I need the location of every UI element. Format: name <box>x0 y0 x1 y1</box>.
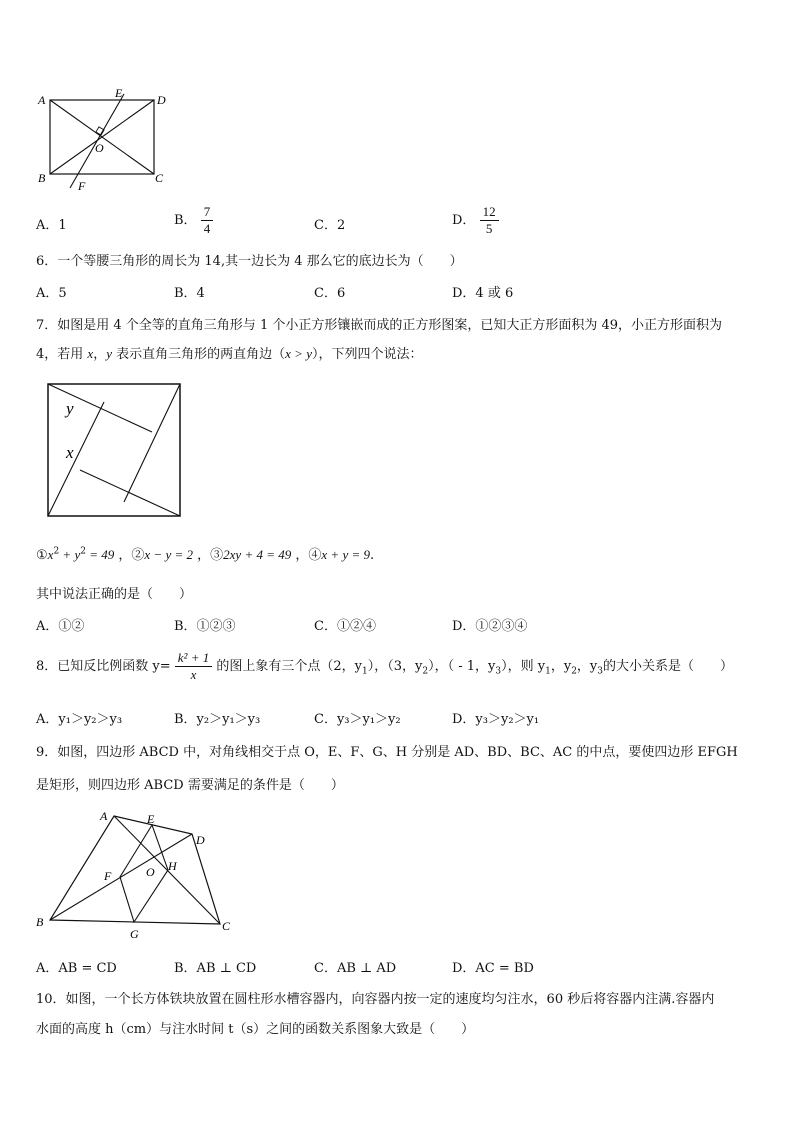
text: ，④ <box>295 548 322 563</box>
label-B: B <box>36 915 44 929</box>
q5-option-b-fraction <box>201 204 214 237</box>
label-H: H <box>168 859 177 873</box>
math: 2 <box>80 546 86 557</box>
q9-option-a[interactable]: A．AB = CD <box>36 961 117 976</box>
label-C: C <box>222 919 231 933</box>
label-F: F <box>78 179 86 193</box>
q6-option-c[interactable]: C．6 <box>314 286 346 301</box>
q10-line1: 10．如图，一个长方体铁块放置在圆柱形水槽容器内，向容器内按一定的速度均匀注水，60 秒后将容器内注满.容器内 <box>36 992 715 1007</box>
text: 的图上象有三个点（2，y <box>216 659 362 674</box>
var-y: y <box>106 346 112 361</box>
var-x: x <box>87 346 94 361</box>
q9-option-b[interactable]: B．AB ⊥ CD <box>174 961 257 976</box>
q5-option-d-fraction <box>480 204 499 237</box>
text: ），（3，y <box>367 659 423 674</box>
q6-option-d[interactable]: D．4 或 6 <box>452 286 514 301</box>
q7-option-a[interactable]: A．①② <box>36 619 85 634</box>
quadrilateral-figure <box>34 810 244 940</box>
q7-option-c[interactable]: C．①②④ <box>314 619 376 634</box>
text: ），（ - 1，y <box>428 659 496 674</box>
text: ），下列四个说法： <box>311 347 423 362</box>
q7-line1: 7．如图是用 4 个全等的直角三角形与 1 个小正方形镶嵌而成的正方形图案，已知大正方形面积为 49，小正方形面积为 <box>36 318 723 333</box>
q5-option-b[interactable] <box>174 204 213 237</box>
q5-option-c[interactable]: C．2 <box>314 218 346 233</box>
q8-option-b[interactable]: B．y₂＞y₁＞y₃ <box>174 712 261 727</box>
label-O: O <box>146 865 155 879</box>
q7-option-b[interactable]: B．①②③ <box>174 619 236 634</box>
q5-option-a[interactable]: A．1 <box>36 218 67 233</box>
label-A: A <box>100 810 108 823</box>
label-A: A <box>38 93 46 107</box>
q8-fraction <box>175 650 212 683</box>
label-C: C <box>155 171 164 185</box>
denominator: 4 <box>203 221 211 236</box>
numerator: 12 <box>480 204 499 221</box>
q9-option-d[interactable]: D．AC = BD <box>452 961 534 976</box>
label-O: O <box>95 141 104 155</box>
text: 表示直角三角形的两直角边（ <box>116 347 286 362</box>
text: ），则 y <box>501 659 546 674</box>
text: 的大小关系是（ ） <box>603 659 734 674</box>
math: x − y = 2 <box>144 547 193 562</box>
text: 4，若用 <box>36 347 84 362</box>
label-B: B <box>38 171 46 185</box>
text: . <box>370 548 375 563</box>
q6-text: 6．一个等腰三角形的周长为 14,其一边长为 4 那么它的底边长为（ ） <box>36 254 463 269</box>
label-D: D <box>157 93 166 107</box>
q5-option-d[interactable] <box>452 204 499 237</box>
text: ， <box>93 347 107 362</box>
math: x <box>47 547 54 562</box>
q9-line1: 9．如图，四边形 ABCD 中，对角线相交于点 O，E、F、G、H 分别是 AD、BD、BC、AC 的中点，要使四边形 EFGH <box>36 745 738 760</box>
denominator: 5 <box>485 221 493 236</box>
q6-option-a[interactable]: A．5 <box>36 286 67 301</box>
numerator: 7 <box>201 204 214 221</box>
label-E: E <box>115 86 123 100</box>
pinwheel-square-figure <box>40 376 190 526</box>
q8-text: 8．已知反比例函数 y= $\frac{\text{k² + 1}}{x}$ 的图上象有三个点（2，$y_1$），（3，$y_2$），（ - 1，$y_3$），则 $y_1$，$y_2$，$y_3$的大小关系是（ ） <box>36 650 734 682</box>
text: ，③ <box>197 548 224 563</box>
q9-line2: 是矩形，则四边形 ABCD 需要满足的条件是（ ） <box>36 778 344 793</box>
text: ，y <box>550 659 572 674</box>
q9-option-c[interactable]: C．AB ⊥ AD <box>314 961 397 976</box>
fig-label-y: y <box>66 399 74 418</box>
q7-statements <box>36 544 374 563</box>
math: y <box>74 547 81 562</box>
q7-option-d[interactable]: D．①②③④ <box>452 619 528 634</box>
text: ① <box>36 548 48 563</box>
q7-line2 <box>36 343 422 362</box>
numerator: k² + 1 <box>175 650 212 667</box>
q10-line2: 水面的高度 h（cm）与注水时间 t（s）之间的函数关系图象大致是（ ） <box>36 1022 475 1037</box>
q8-option-d[interactable]: D．y₃＞y₂＞y₁ <box>452 712 540 727</box>
text: 8．已知反比例函数 y= <box>36 659 171 674</box>
label-F: F <box>104 869 112 883</box>
label-G: G <box>130 927 139 940</box>
q5-option-b-label: B． <box>174 213 197 228</box>
math: x + y = 9 <box>321 547 370 562</box>
label-D: D <box>196 833 205 847</box>
denominator: x <box>190 667 197 682</box>
q5-option-d-label: D． <box>452 213 476 228</box>
q8-option-a[interactable]: A．y₁＞y₂＞y₃ <box>36 712 123 727</box>
math: 2 <box>53 546 60 557</box>
text: ，y <box>576 659 598 674</box>
math: + <box>59 547 75 562</box>
q8-option-c[interactable]: C．y₃＞y₁＞y₂ <box>314 712 401 727</box>
fig-label-x: x <box>66 443 74 462</box>
text: ，② <box>118 548 145 563</box>
q7-ask: 其中说法正确的是（ ） <box>36 587 193 602</box>
q6-option-b[interactable]: B．4 <box>174 286 205 301</box>
math: = 49 <box>85 547 115 562</box>
label-E: E <box>147 812 155 826</box>
rectangle-figure <box>34 84 174 194</box>
math: 2xy + 4 = 49 <box>223 547 292 562</box>
condition: x > y <box>285 346 312 361</box>
